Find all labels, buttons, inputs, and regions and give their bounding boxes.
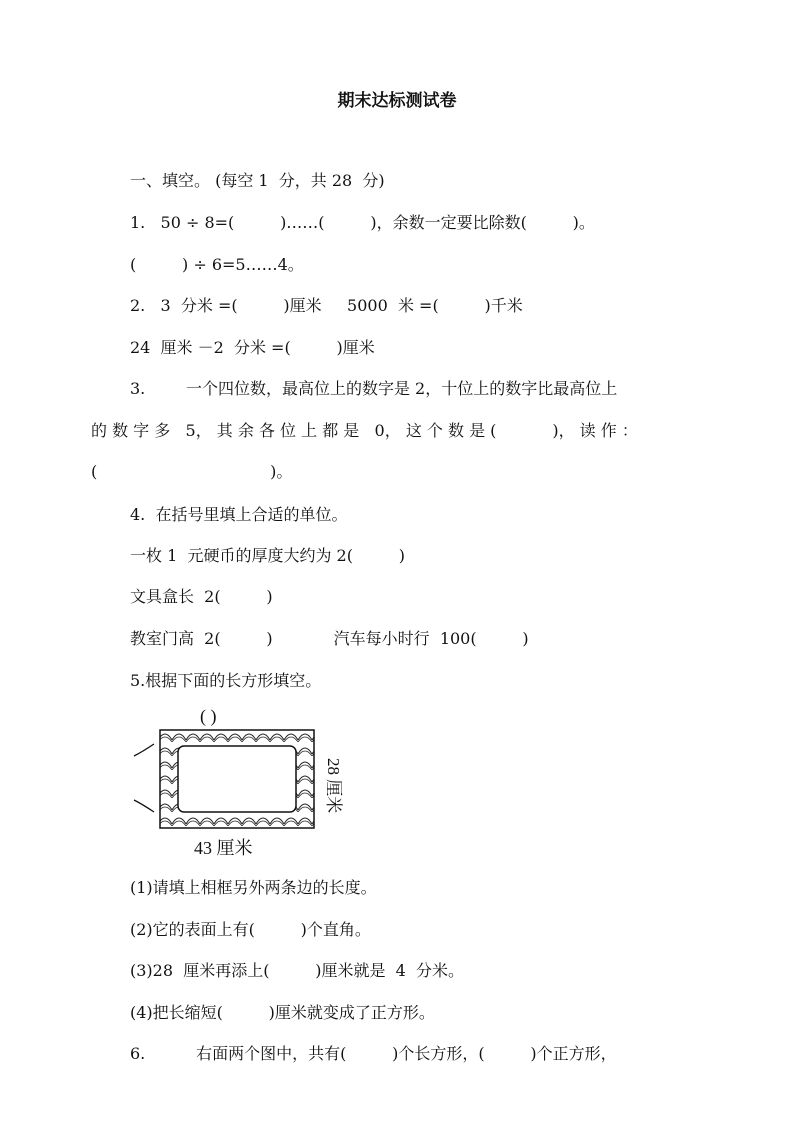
left-blank-bottom-mark (134, 800, 154, 812)
question-4-item-1: 一枚 1 元硬币的厚度大约为 2( ) (130, 546, 405, 565)
question-6-line-1: 6. 右面两个图中，共有( )个长方形，( )个正方形， (130, 1044, 617, 1063)
rectangle-frame-figure (130, 700, 370, 860)
question-4-item-3: 教室门高 2( ) 汽车每小时行 100( ) (130, 629, 529, 648)
question-5-part-2: (2)它的表面上有( )个直角。 (130, 920, 371, 939)
right-length-label: 28 厘米 (324, 758, 343, 814)
question-5-heading: 5.根据下面的长方形填空。 (130, 671, 322, 690)
question-2-line-2: 24 厘米 －2 分米 =( )厘米 (130, 338, 375, 357)
left-blank-top-mark (134, 744, 154, 756)
top-length-blank: ( ) (200, 706, 217, 726)
page-title: 期末达标测试卷 (337, 91, 457, 111)
question-3-line-3: ( )。 (91, 462, 293, 481)
question-5-part-1: (1)请填上相框另外两条边的长度。 (130, 878, 377, 897)
question-1-line-1: 1. 50 ÷ 8=( )……( )，余数一定要比除数( )。 (130, 213, 595, 232)
question-5-part-3: (3)28 厘米再添上( )厘米就是 4 分米。 (130, 961, 464, 980)
question-2-line-1: 2. 3 分米 =( )厘米 5000 米 =( )千米 (130, 296, 523, 315)
bottom-length-label: 43 厘米 (194, 838, 253, 858)
question-5-part-4: (4)把长缩短( )厘米就变成了正方形。 (130, 1003, 435, 1022)
section-heading: 一、填空。 (每空 1 分，共 28 分) (130, 171, 385, 190)
question-3-line-2: 的 数 字 多 5， 其 余 各 位 上 都 是 0， 这 个 数 是 ( )， 读 作 ： (91, 421, 638, 440)
question-1-line-2: ( ) ÷ 6=5……4。 (130, 255, 304, 274)
question-3-line-1: 3. 一个四位数，最高位上的数字是 2，十位上的数字比最高位上 (130, 379, 618, 398)
frame-inner-window (178, 746, 296, 812)
question-4-item-2: 文具盒长 2( ) (130, 587, 273, 606)
question-4-heading: 4. 在括号里填上合适的单位。 (130, 505, 348, 524)
